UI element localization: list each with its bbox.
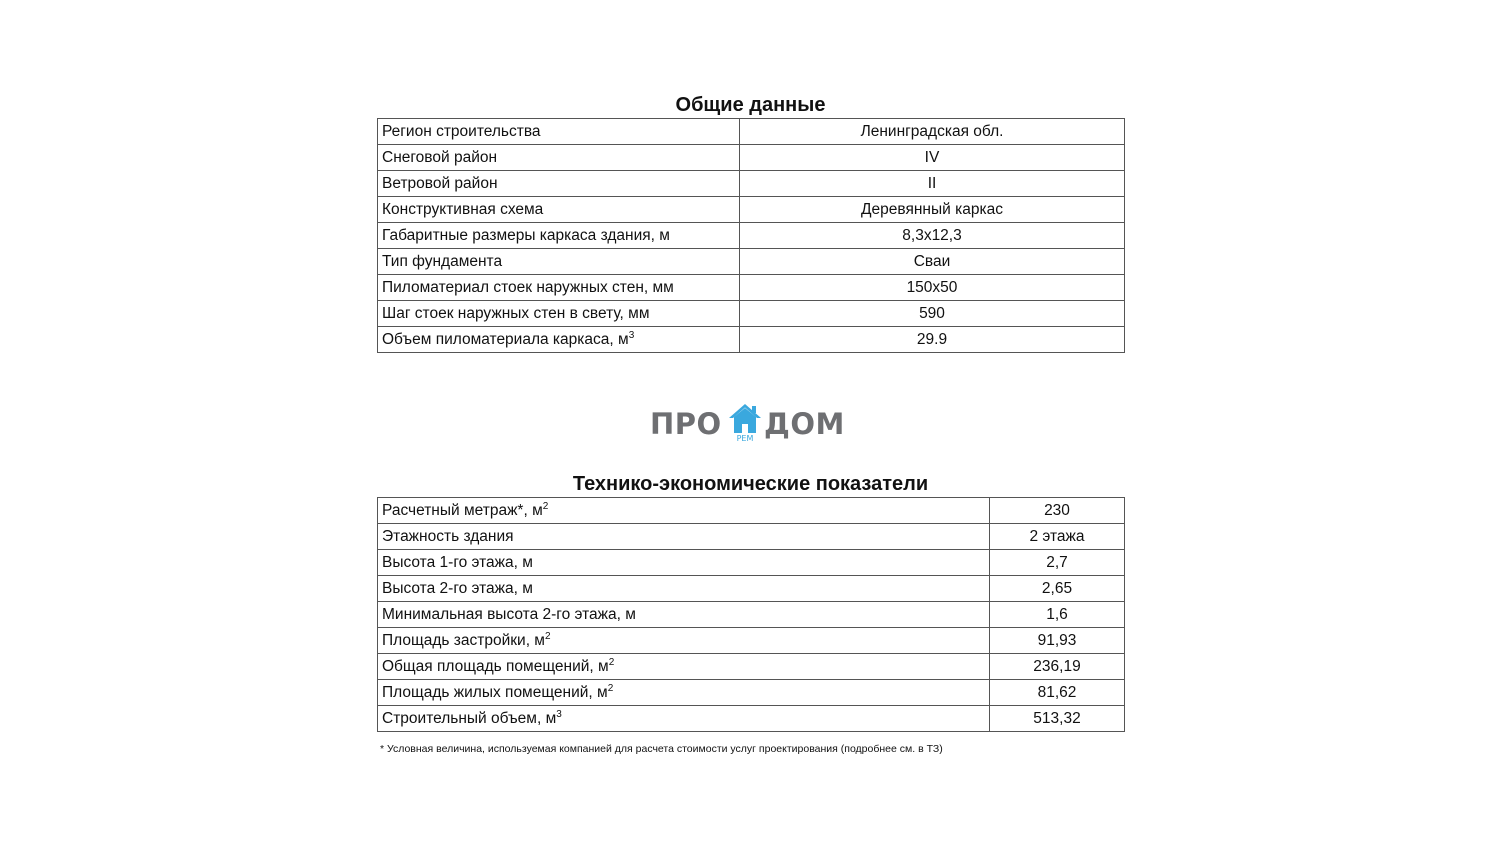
table-row [378, 706, 1125, 732]
table-row [378, 249, 1125, 275]
row-label: Снеговой район [378, 145, 740, 171]
tech-indicators-title: Технико-экономические показатели [572, 473, 929, 495]
row-label-cell [378, 498, 990, 524]
row-label: Площадь застройки, м [382, 632, 545, 649]
row-value: 236,19 [990, 654, 1125, 680]
unit-exponent: 2 [608, 657, 615, 668]
row-label-cell [378, 654, 990, 680]
row-value: II [740, 171, 1125, 197]
table-row [378, 223, 1125, 249]
row-value: 2,65 [990, 576, 1125, 602]
row-label-cell [378, 706, 990, 732]
table-row [378, 550, 1125, 576]
row-value: 590 [740, 301, 1125, 327]
row-label: Ветровой район [378, 171, 740, 197]
row-value: 8,3x12,3 [740, 223, 1125, 249]
row-value: 29.9 [740, 327, 1125, 353]
footnote: * Условная величина, используемая компанией для расчета стоимости услуг проектирования (подробнее см. в ТЗ) [380, 743, 943, 755]
unit-exponent: 2 [544, 631, 551, 642]
row-label: Габаритные размеры каркаса здания, м [378, 223, 740, 249]
row-label: Регион строительства [378, 119, 740, 145]
row-value: Деревянный каркас [740, 197, 1125, 223]
table-row [378, 628, 1125, 654]
row-label-cell [378, 327, 740, 353]
row-label: Высота 1-го этажа, м [378, 550, 990, 576]
row-value: IV [740, 145, 1125, 171]
table-row [378, 524, 1125, 550]
row-label: Конструктивная схема [378, 197, 740, 223]
row-value: 513,32 [990, 706, 1125, 732]
table-row [378, 680, 1125, 706]
table-row [378, 275, 1125, 301]
unit-exponent: 3 [556, 709, 562, 720]
row-label-cell [378, 680, 990, 706]
unit-exponent: 3 [628, 330, 635, 341]
unit-exponent: 2 [542, 501, 549, 512]
row-label: Площадь жилых помещений, м [382, 684, 608, 701]
unit-exponent: 2 [607, 683, 614, 694]
table-row [378, 576, 1125, 602]
row-label: Тип фундамента [378, 249, 740, 275]
table-row [378, 301, 1125, 327]
table-row [378, 145, 1125, 171]
tech-indicators-table [377, 497, 1125, 732]
row-label: Шаг стоек наружных стен в свету, мм [378, 301, 740, 327]
row-value: 91,93 [990, 628, 1125, 654]
house-icon [729, 404, 761, 434]
logo-word-right: ДОМ [764, 407, 845, 441]
house-chimney [752, 406, 756, 413]
row-value: 2 этажа [990, 524, 1125, 550]
table-row [378, 498, 1125, 524]
row-label: Расчетный метраж*, м [382, 502, 543, 519]
logo-subtitle: РЕМ [736, 434, 754, 443]
row-label: Строительный объем, м [382, 710, 557, 727]
row-value: Сваи [740, 249, 1125, 275]
table-row [378, 171, 1125, 197]
logo-word-left: ПРО [650, 407, 722, 441]
row-value: 230 [990, 498, 1125, 524]
row-label: Высота 2-го этажа, м [378, 576, 990, 602]
row-value: 1,6 [990, 602, 1125, 628]
table-row [378, 119, 1125, 145]
table-row [378, 654, 1125, 680]
row-value: 2,7 [990, 550, 1125, 576]
general-data-title: Общие данные [675, 94, 826, 116]
row-label: Общая площадь помещений, м [382, 658, 609, 675]
row-label: Объем пиломатериала каркаса, м [382, 331, 629, 348]
table-row [378, 602, 1125, 628]
row-value: 81,62 [990, 680, 1125, 706]
company-logo [650, 403, 850, 447]
row-label: Минимальная высота 2-го этажа, м [378, 602, 990, 628]
table-row [378, 197, 1125, 223]
row-label: Пиломатериал стоек наружных стен, мм [378, 275, 740, 301]
row-label: Этажность здания [378, 524, 990, 550]
row-label-cell [378, 628, 990, 654]
row-value: Ленинградская обл. [740, 119, 1125, 145]
row-value: 150x50 [740, 275, 1125, 301]
general-data-table [377, 118, 1125, 353]
table-row [378, 327, 1125, 353]
